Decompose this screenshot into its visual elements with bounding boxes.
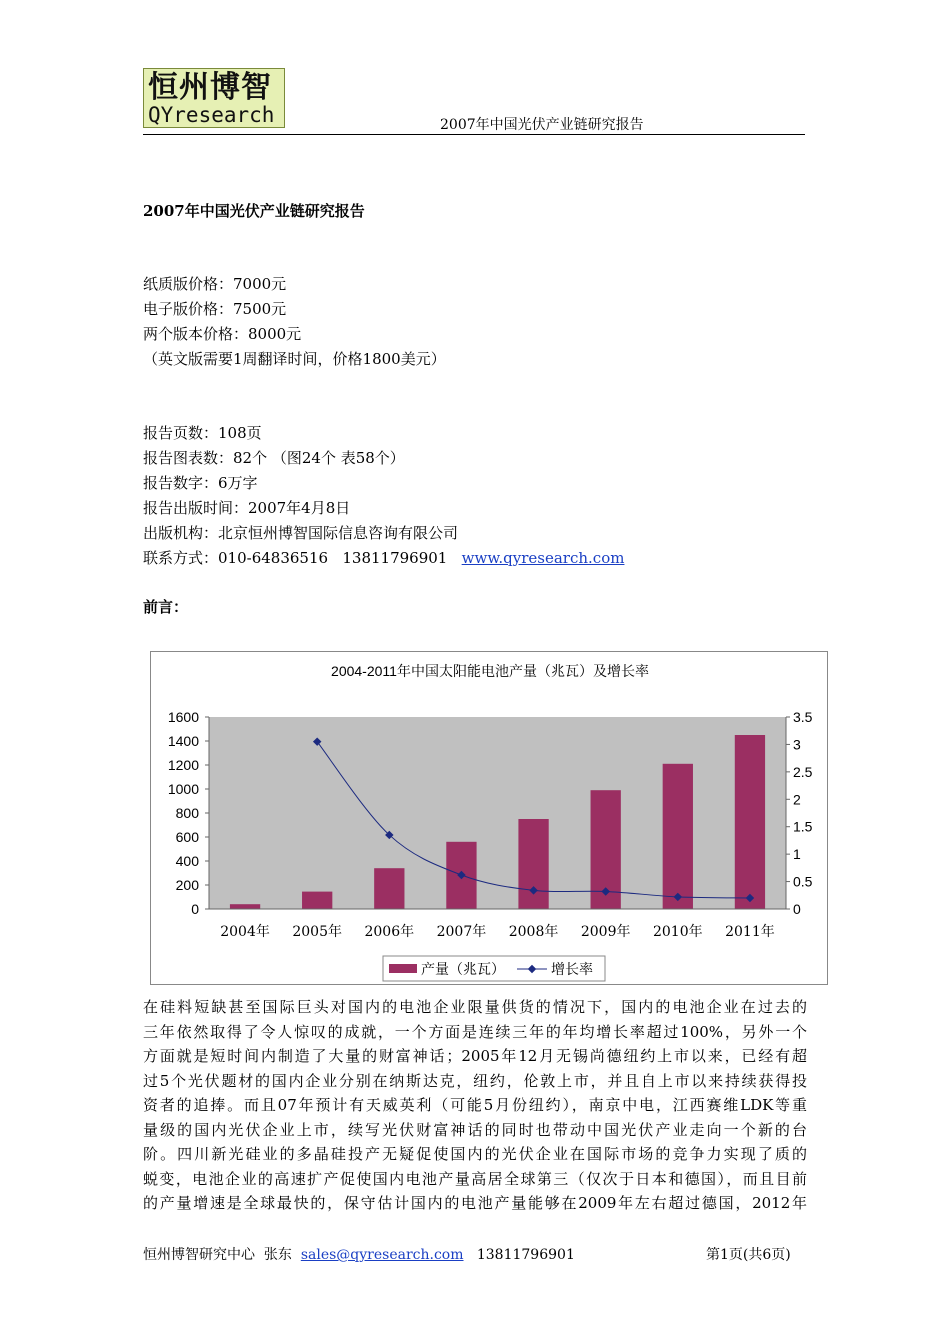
info-publish-date: 报告出版时间：2007年4月8日 [143,499,351,517]
paragraph-line: 的产量增速是全球最快的，保守估计国内的电池产量能够在2009年左右超过德国，2012年 [143,1194,807,1212]
left-tick-label: 1000 [167,781,199,797]
website-link[interactable]: www.qyresearch.com [461,549,625,567]
price-both: 两个版本价格：8000元 [143,325,302,343]
left-tick-label: 0 [191,901,199,917]
left-tick-label: 1200 [167,757,199,773]
plot-area [209,717,786,909]
production-chart [150,651,828,985]
contact-line [143,548,624,568]
right-tick-label: 2.5 [793,763,813,780]
footer-org: 恒州博智研究中心 张东 [143,1247,301,1263]
footer-page-number: 第1页(共6页) [706,1247,791,1263]
preface-heading: 前言： [143,598,189,616]
header-divider [143,134,805,135]
footer-phone: 13811796901 [463,1247,575,1263]
price-electronic: 电子版价格：7500元 [143,300,287,318]
x-tick-label: 2009年 [580,924,631,940]
right-tick-label: 3 [793,736,801,753]
legend-bar-swatch [389,964,417,973]
x-tick-label: 2007年 [436,924,487,940]
left-tick-label: 1400 [167,733,199,749]
bar-production [518,819,548,909]
left-tick-label: 400 [175,853,199,869]
running-header-title: 2007年中国光伏产业链研究报告 [440,117,644,133]
x-tick-label: 2006年 [364,924,415,940]
info-words: 报告数字：6万字 [143,474,258,492]
chart-svg [151,652,829,986]
legend-bar-label: 产量（兆瓦） [421,962,505,978]
info-publisher: 出版机构：北京恒州博智国际信息咨询有限公司 [143,524,459,542]
bar-production [735,735,765,909]
left-tick-label: 200 [175,877,199,893]
bar-production [374,868,404,909]
logo-chinese-name: 恒州博智 [148,70,272,105]
company-logo [143,68,285,128]
paragraph-line: 过5个光伏题材的国内企业分别在纳斯达克，纽约，伦敦上市，并且自上市以来持续获得投 [143,1071,807,1090]
left-tick-label: 600 [175,829,199,845]
paragraph-line: 方面就是短时间内制造了大量的财富神话；2005年12月无锡尚德纽约上市以来，已经有超 [143,1047,807,1065]
bar-production [302,892,332,909]
paragraph-line: 阶。四川新光硅业的多晶硅投产无疑促使国内的光伏企业在国际市场的竞争力实现了质的 [143,1145,807,1163]
right-tick-label: 3.5 [793,709,813,725]
paragraph-line: 资者的追捧。而且07年预计有天威英利（可能5月份纽约），南京中电，江西赛维LDK等重 [143,1096,807,1114]
right-tick-label: 1.5 [793,818,813,835]
footer-email-link[interactable]: sales@qyresearch.com [300,1247,464,1263]
paragraph-line: 量级的国内光伏企业上市，续写光伏财富神话的同时也带动中国光伏产业走向一个新的台 [143,1120,807,1139]
price-paper: 纸质版价格：7000元 [143,275,287,293]
chart-title: 2004-2011年中国太阳能电池产量（兆瓦）及增长率 [331,663,649,679]
logo-english-name: QYresearch [148,103,275,127]
legend-line-label: 增长率 [551,962,593,978]
x-tick-label: 2008年 [508,924,559,940]
left-tick-label: 800 [175,805,199,821]
contact-phones: 联系方式：010-64836516 13811796901 [143,549,462,567]
right-tick-label: 0 [793,901,801,917]
bar-production [230,904,260,909]
right-tick-label: 2 [793,791,801,808]
x-tick-label: 2005年 [292,924,343,940]
body-paragraph [143,995,807,1216]
bar-production [663,764,693,909]
info-figures: 报告图表数：82个 （图24个 表58个） [143,449,405,467]
right-tick-label: 0.5 [793,873,813,890]
paragraph-line: 蜕变，电池企业的高速扩产促使国内电池产量高居全球第三（仅次于日本和德国），而且目前 [143,1169,807,1188]
x-tick-label: 2011年 [725,924,775,940]
info-pages: 报告页数：108页 [143,424,262,442]
x-tick-label: 2004年 [220,924,270,940]
price-english-note: （英文版需要1周翻译时间，价格1800美元） [143,350,446,368]
document-title: 2007年中国光伏产业链研究报告 [143,202,365,220]
paragraph-line: 三年依然取得了令人惊叹的成就，一个方面是连续三年的年均增长率超过100%，另外一个 [143,1022,807,1041]
paragraph-line: 在硅料短缺甚至国际巨头对国内的电池企业限量供货的情况下，国内的电池企业在过去的 [143,998,807,1016]
x-tick-label: 2010年 [652,924,703,940]
footer-contact [143,1246,575,1264]
left-tick-label: 1600 [167,709,199,725]
right-tick-label: 1 [793,846,801,863]
